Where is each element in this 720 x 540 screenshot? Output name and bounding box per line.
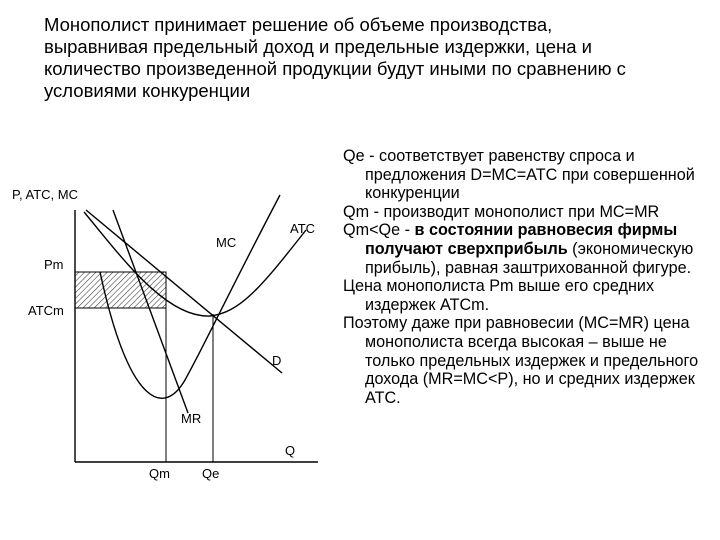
intro-line: Монополист принимает решение об объеме производства,: [44, 14, 553, 35]
profit-area: [75, 272, 166, 308]
explanation-tail: (экономическую прибыль), равная заштрихованной фигуре.: [365, 239, 694, 277]
intro-line: количество произведенной продукции будут иными по сравнению с: [44, 58, 626, 79]
atc-label: ATC: [290, 221, 316, 236]
demand-label: D: [272, 353, 282, 368]
pm-label: Pm: [44, 257, 64, 272]
explanation-text: [343, 147, 715, 407]
intro-line: выравнивая предельный доход и предельные издержки, цена и: [44, 36, 592, 57]
x-axis-label: Q: [285, 443, 296, 458]
qm-label: Qm: [149, 466, 170, 481]
intro-line: условиями конкуренции: [44, 80, 251, 101]
explanation-paragraph-qe: Qe - соответствует равенству спроса и предложения D=MC=ATC при совершенной конкуренции: [343, 147, 695, 203]
explanation-paragraph-qm: Qm - производит монополист при MC=MR: [343, 202, 660, 221]
explanation-paragraph-profit: [343, 221, 715, 277]
explanation-paragraph-price: Цена монополиста Pm выше его средних издержек ATCm.: [343, 277, 655, 314]
qe-label: Qe: [202, 466, 220, 481]
explanation-bold: в состоянии равновесия фирмы получают сверхприбыль: [365, 221, 678, 258]
y-axis-label: P, ATC, MC: [12, 187, 78, 202]
explanation-paragraph-equilibrium: Поэтому даже при равновесии (MC=MR) цена монополиста всегда высокая – выше не только предельных издержек и предельного дохода (MR=MC<P), но и средних издержек ATC.: [343, 314, 699, 407]
mc-label: MC: [216, 235, 237, 250]
marginal-revenue-curve: [113, 210, 188, 413]
explanation-normal: Qm<Qe -: [343, 221, 415, 240]
mr-label: MR: [181, 411, 202, 426]
atcm-label: ATCm: [28, 303, 64, 318]
